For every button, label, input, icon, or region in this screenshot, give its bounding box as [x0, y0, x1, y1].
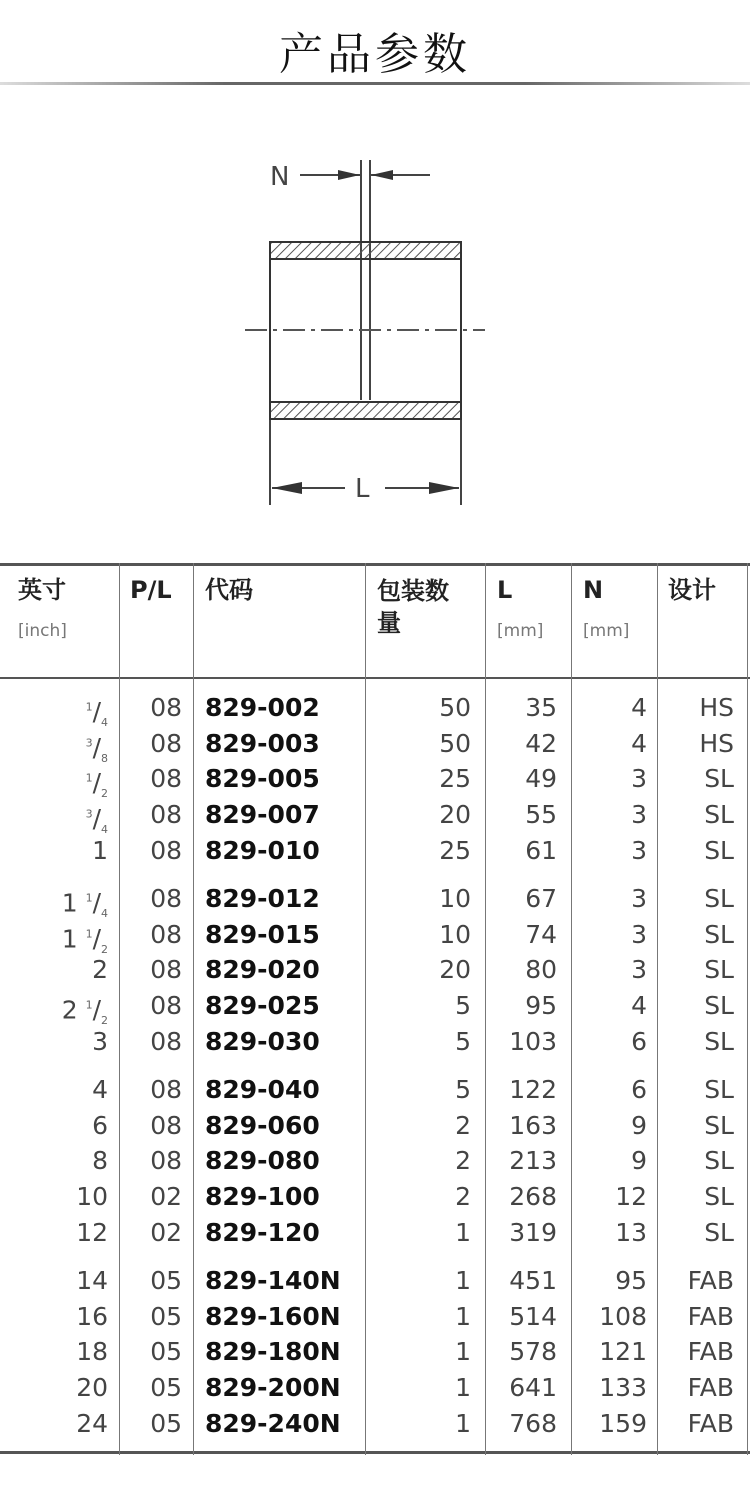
cell-n: 6: [631, 1075, 647, 1104]
cell-pl: 08: [150, 1027, 182, 1056]
inch-whole: 24: [76, 1409, 108, 1438]
cell-pl: 08: [150, 991, 182, 1020]
cell-qty: 1: [455, 1218, 471, 1247]
table-row: [0, 917, 750, 957]
inch-numerator: 1: [85, 928, 93, 941]
cell-design: FAB: [687, 1266, 734, 1295]
cell-l: 163: [509, 1111, 557, 1140]
table-row: [0, 1334, 750, 1370]
cell-l: 268: [509, 1182, 557, 1211]
header-n: N: [583, 576, 604, 604]
cell-qty: 20: [439, 955, 471, 984]
cell-n: 3: [631, 920, 647, 949]
cell-inch: [0, 1370, 108, 1406]
cell-code: 829-015: [205, 920, 320, 949]
inch-numerator: 3: [85, 808, 93, 821]
cell-code: 829-020: [205, 955, 320, 984]
cell-l: 80: [525, 955, 557, 984]
dimension-label-n: N: [270, 162, 290, 192]
header-qty-line2: 量: [377, 609, 401, 637]
cell-inch: [0, 1143, 108, 1179]
cell-pl: 02: [150, 1182, 182, 1211]
inch-denominator: 2: [101, 1014, 108, 1028]
cell-design: SL: [704, 1075, 734, 1104]
header-rule: [0, 677, 750, 679]
inch-denominator: 8: [101, 752, 108, 766]
table-row: [0, 1370, 750, 1406]
header-qty: [377, 575, 477, 639]
inch-numerator: 1: [85, 999, 93, 1012]
inch-fraction: $^1/_2$: [85, 995, 108, 1028]
cell-code: 829-200N: [205, 1373, 341, 1402]
dimension-label-l: L: [355, 474, 370, 504]
cell-code: 829-040: [205, 1075, 320, 1104]
cell-code: 829-010: [205, 836, 320, 865]
inch-fraction: $^1/_4$: [85, 888, 108, 921]
cell-inch: [0, 952, 108, 988]
inch-whole: 18: [76, 1337, 108, 1366]
header-n-unit: [mm]: [583, 621, 630, 641]
cell-pl: 08: [150, 1111, 182, 1140]
cell-l: 74: [525, 920, 557, 949]
table-row: [0, 1143, 750, 1179]
cell-code: 829-003: [205, 729, 320, 758]
cell-design: FAB: [687, 1409, 734, 1438]
cell-l: 641: [509, 1373, 557, 1402]
cell-pl: 08: [150, 764, 182, 793]
coupling-dimension-diagram: [230, 145, 490, 515]
cell-code: 829-012: [205, 884, 320, 913]
header-design: 设计: [668, 576, 716, 604]
cell-n: 121: [599, 1337, 647, 1366]
cell-design: SL: [704, 1182, 734, 1211]
inch-whole: 14: [76, 1266, 108, 1295]
cell-n: 6: [631, 1027, 647, 1056]
inch-numerator: 1: [85, 772, 93, 785]
cell-qty: 1: [455, 1409, 471, 1438]
cell-n: 4: [631, 991, 647, 1020]
cell-n: 3: [631, 836, 647, 865]
inch-fraction: $^1/_2$: [85, 768, 108, 801]
cell-inch: [0, 1072, 108, 1108]
cell-qty: 10: [439, 884, 471, 913]
inch-denominator: 4: [101, 907, 108, 921]
cell-n: 3: [631, 884, 647, 913]
cell-pl: 08: [150, 955, 182, 984]
inch-whole: 20: [76, 1373, 108, 1402]
inch-denominator: 4: [101, 716, 108, 730]
cell-qty: 20: [439, 800, 471, 829]
cell-qty: 1: [455, 1266, 471, 1295]
table-row: [0, 1406, 750, 1442]
cell-design: SL: [704, 764, 734, 793]
table-row: [0, 1179, 750, 1215]
cell-qty: 2: [455, 1146, 471, 1175]
cell-l: 768: [509, 1409, 557, 1438]
inch-whole: 3: [92, 1027, 108, 1056]
cell-qty: 5: [455, 991, 471, 1020]
cell-n: 9: [631, 1146, 647, 1175]
cell-pl: 05: [150, 1409, 182, 1438]
header-code: 代码: [205, 576, 253, 604]
cell-design: FAB: [687, 1373, 734, 1402]
inch-whole: 1: [92, 836, 108, 865]
cell-qty: 25: [439, 764, 471, 793]
cell-l: 61: [525, 836, 557, 865]
header-l: L: [497, 576, 513, 604]
inch-whole: 8: [92, 1146, 108, 1175]
inch-whole: 1: [61, 924, 78, 954]
title-divider: [0, 82, 750, 85]
cell-qty: 1: [455, 1302, 471, 1331]
inch-whole: 6: [92, 1111, 108, 1140]
cell-inch: [0, 833, 108, 869]
inch-numerator: 1: [85, 701, 93, 714]
table-row: [0, 797, 750, 837]
cell-l: 42: [525, 729, 557, 758]
cell-qty: 50: [439, 693, 471, 722]
cell-inch: [0, 1179, 108, 1215]
inch-denominator: 2: [101, 787, 108, 801]
inch-whole: 2: [61, 995, 78, 1025]
cell-qty: 1: [455, 1373, 471, 1402]
table-row: [0, 1024, 750, 1060]
cell-pl: 05: [150, 1373, 182, 1402]
cell-l: 451: [509, 1266, 557, 1295]
cell-code: 829-060: [205, 1111, 320, 1140]
table-row: [0, 1108, 750, 1144]
cell-code: 829-005: [205, 764, 320, 793]
header-l-unit: [mm]: [497, 621, 544, 641]
cell-l: 122: [509, 1075, 557, 1104]
cell-n: 4: [631, 693, 647, 722]
cell-pl: 08: [150, 836, 182, 865]
cell-design: SL: [704, 1111, 734, 1140]
cell-n: 13: [615, 1218, 647, 1247]
inch-whole: 12: [76, 1218, 108, 1247]
cell-n: 12: [615, 1182, 647, 1211]
cell-l: 67: [525, 884, 557, 913]
cell-n: 95: [615, 1266, 647, 1295]
cell-l: 55: [525, 800, 557, 829]
cell-pl: 08: [150, 1146, 182, 1175]
cell-code: 829-140N: [205, 1266, 341, 1295]
header-inch-unit: [inch]: [18, 621, 67, 641]
cell-n: 9: [631, 1111, 647, 1140]
cell-design: FAB: [687, 1337, 734, 1366]
cell-pl: 05: [150, 1266, 182, 1295]
cell-inch: [0, 1334, 108, 1370]
cell-code: 829-080: [205, 1146, 320, 1175]
cell-pl: 08: [150, 800, 182, 829]
header-pl: P/L: [130, 576, 172, 604]
inch-denominator: 2: [101, 943, 108, 957]
cell-l: 35: [525, 693, 557, 722]
inch-whole: 1: [61, 888, 78, 918]
table-row: [0, 881, 750, 921]
cell-n: 3: [631, 955, 647, 984]
cell-inch: [0, 1108, 108, 1144]
cell-l: 95: [525, 991, 557, 1020]
cell-inch: [0, 1299, 108, 1335]
cell-pl: 08: [150, 1075, 182, 1104]
cell-pl: 08: [150, 884, 182, 913]
cell-qty: 10: [439, 920, 471, 949]
cell-inch: [0, 1215, 108, 1251]
cell-qty: 5: [455, 1075, 471, 1104]
cell-pl: 05: [150, 1302, 182, 1331]
cell-qty: 5: [455, 1027, 471, 1056]
cell-l: 514: [509, 1302, 557, 1331]
inch-fraction: $^3/_8$: [85, 733, 108, 766]
cell-code: 829-007: [205, 800, 320, 829]
cell-inch: [0, 1263, 108, 1299]
table-row: [0, 1072, 750, 1108]
cell-qty: 2: [455, 1182, 471, 1211]
cell-inch: [0, 1024, 108, 1060]
table-row: [0, 988, 750, 1028]
cell-code: 829-180N: [205, 1337, 341, 1366]
cell-l: 49: [525, 764, 557, 793]
table-top-rule: [0, 563, 750, 566]
cell-inch: [0, 1406, 108, 1442]
cell-pl: 02: [150, 1218, 182, 1247]
inch-fraction: $^1/_2$: [85, 924, 108, 957]
cell-pl: 08: [150, 920, 182, 949]
inch-numerator: 1: [85, 892, 93, 905]
inch-whole: 10: [76, 1182, 108, 1211]
cell-design: FAB: [687, 1302, 734, 1331]
cell-qty: 50: [439, 729, 471, 758]
cell-n: 133: [599, 1373, 647, 1402]
cell-pl: 08: [150, 693, 182, 722]
inch-whole: 4: [92, 1075, 108, 1104]
table-row: [0, 726, 750, 766]
cell-design: SL: [704, 1218, 734, 1247]
cell-code: 829-002: [205, 693, 320, 722]
cell-design: SL: [704, 836, 734, 865]
cell-design: HS: [699, 729, 734, 758]
cell-n: 108: [599, 1302, 647, 1331]
cell-code: 829-160N: [205, 1302, 341, 1331]
inch-whole: 16: [76, 1302, 108, 1331]
cell-design: SL: [704, 1146, 734, 1175]
cell-design: HS: [699, 693, 734, 722]
cell-l: 213: [509, 1146, 557, 1175]
cell-n: 4: [631, 729, 647, 758]
table-row: [0, 833, 750, 869]
product-spec-table: [0, 563, 750, 1455]
cell-design: SL: [704, 1027, 734, 1056]
cell-l: 103: [509, 1027, 557, 1056]
inch-fraction: $^1/_4$: [85, 697, 108, 730]
header-inch: 英寸: [18, 576, 66, 604]
cell-code: 829-030: [205, 1027, 320, 1056]
cell-design: SL: [704, 884, 734, 913]
cell-pl: 05: [150, 1337, 182, 1366]
inch-fraction: $^3/_4$: [85, 804, 108, 837]
cell-l: 319: [509, 1218, 557, 1247]
cell-qty: 25: [439, 836, 471, 865]
cell-pl: 08: [150, 729, 182, 758]
table-row: [0, 952, 750, 988]
table-row: [0, 1263, 750, 1299]
cell-design: SL: [704, 955, 734, 984]
cell-code: 829-025: [205, 991, 320, 1020]
page-title: 产品参数: [279, 29, 471, 80]
cell-design: SL: [704, 991, 734, 1020]
header-qty-line1: 包装数: [377, 577, 449, 605]
cell-qty: 1: [455, 1337, 471, 1366]
table-row: [0, 1215, 750, 1251]
cell-n: 159: [599, 1409, 647, 1438]
inch-denominator: 4: [101, 823, 108, 837]
cell-design: SL: [704, 800, 734, 829]
table-row: [0, 1299, 750, 1335]
cell-design: SL: [704, 920, 734, 949]
cell-n: 3: [631, 800, 647, 829]
table-bottom-rule: [0, 1451, 750, 1454]
cell-code: 829-240N: [205, 1409, 341, 1438]
inch-whole: 2: [92, 955, 108, 984]
cell-code: 829-120: [205, 1218, 320, 1247]
table-row: [0, 690, 750, 730]
cell-l: 578: [509, 1337, 557, 1366]
cell-qty: 2: [455, 1111, 471, 1140]
cell-code: 829-100: [205, 1182, 320, 1211]
cell-n: 3: [631, 764, 647, 793]
inch-numerator: 3: [85, 737, 93, 750]
table-row: [0, 761, 750, 801]
